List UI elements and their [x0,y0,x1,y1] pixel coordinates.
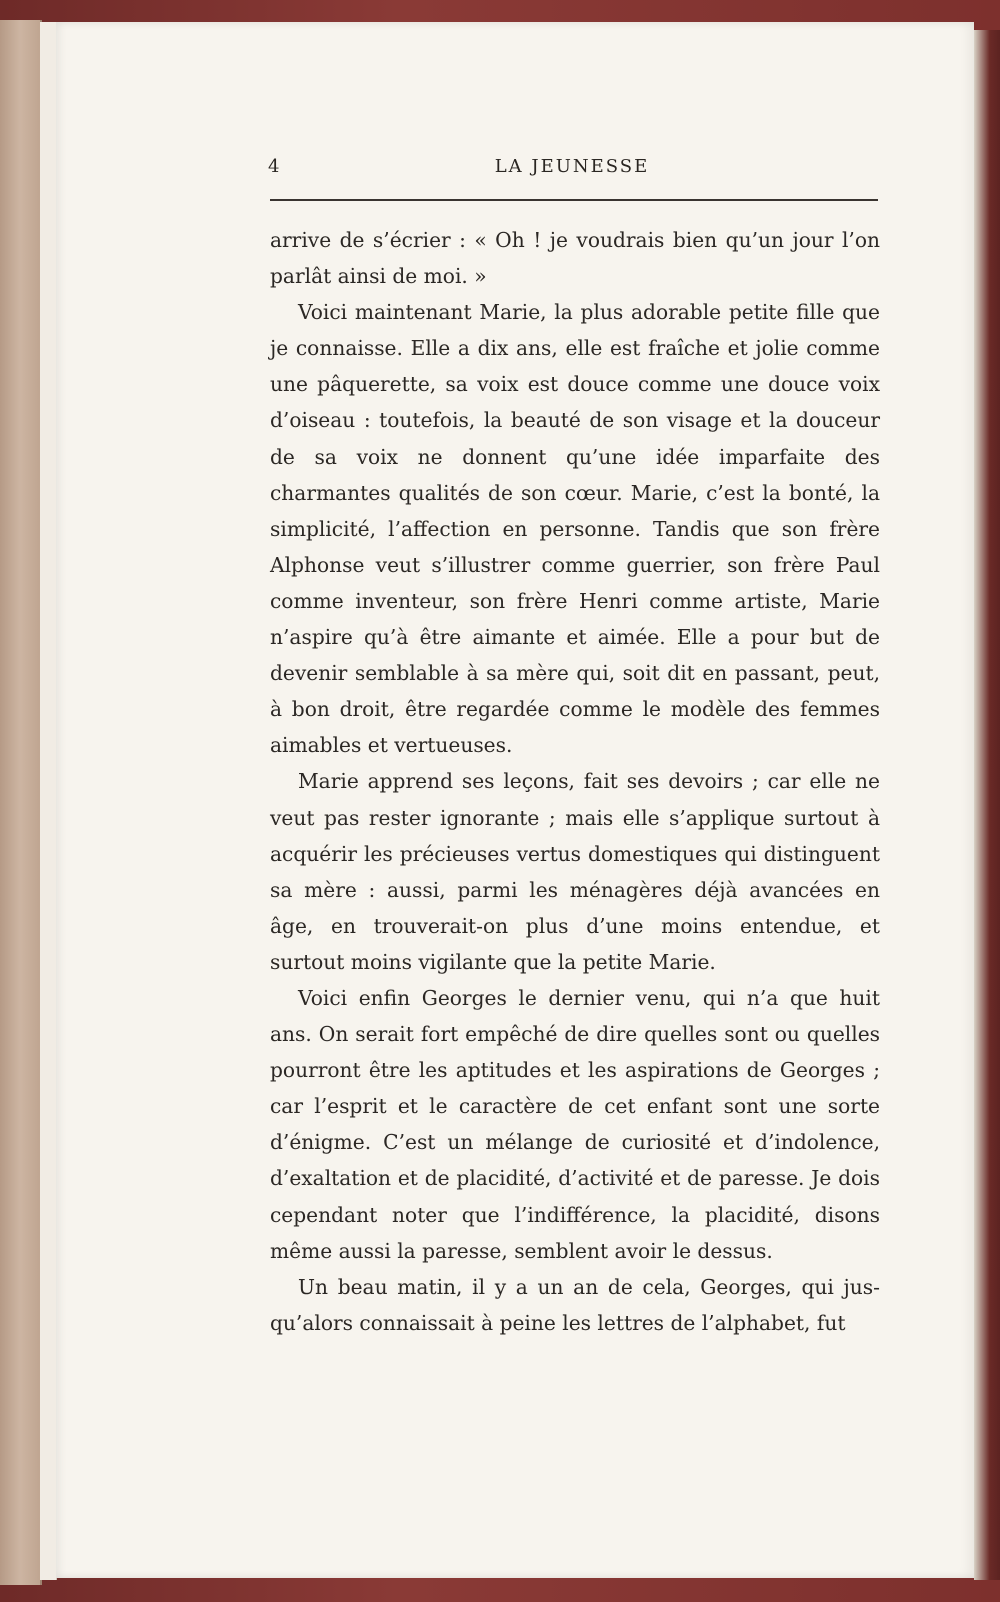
paragraph: arrive de s’écrier : « Oh ! je voudrais bien qu’un jour l’on parlât ainsi de moi. » [270,228,880,289]
page-number: 4 [268,156,282,177]
cover-edge [974,30,1000,1580]
header-rule [270,199,878,201]
running-header [268,156,876,184]
running-title: LA JEUNESSE [494,156,650,177]
paragraph: Voici maintenant Marie, la plus adorable petite fille que je connaisse. Elle a dix ans, elle est fraîche et jolie comme une pâquerette, sa voix est douce comme une douce voix d’oiseau : toutefois, la beauté de son visage et la douceur de sa voix ne donnent qu’une idée imparfaite des charmantes qualités de son cœur. Marie, c’est la bonté, la simplicité, l’affection en personne. Tandis que son frère Alphonse veut s’illustrer comme guerrier, son frère Paul comme inventeur, son frère Henri comme artiste, Marie n’aspire qu’à être aimante et aimée. Elle a pour but de devenir semblable à sa mère qui, soit dit en passant, peut, à bon droit, être regardée comme le modèle des femmes aimables et vertueuses. [270,300,880,758]
paragraph: Voici enfin Georges le dernier venu, qui n’a que huit ans. On serait fort empêché de dire quelles sont ou quelles pourront être les aptitudes et les aspirations de Georges ; car l’esprit et le caractère de cet enfant sont une sorte d’énigme. C’est un mélange de curiosité et d’indolence, d’exaltation et de placidité, d’activité et de paresse. Je dois cependant noter que l’indifférence, la placidité, disons même aussi la paresse, semblent avoir le dessus. [270,985,880,1263]
body-text [270,222,880,1341]
book-spine [0,20,42,1585]
paragraph: Marie apprend ses leçons, fait ses devoirs ; car elle ne veut pas rester ignorante ; mais elle s’applique surtout à acquérir les précieuses vertus domestiques qui distinguent sa mère : aussi, parmi les ménagères déjà avancées en âge, en trouverait-on plus d’une moins entendue, et surtout moins vigilante que la petite Marie. [270,769,880,974]
paragraph: Un beau matin, il y a un an de cela, Georges, qui jusqu’alors connaissait à peine les lettres de l’alphabet, fut [270,1274,880,1335]
